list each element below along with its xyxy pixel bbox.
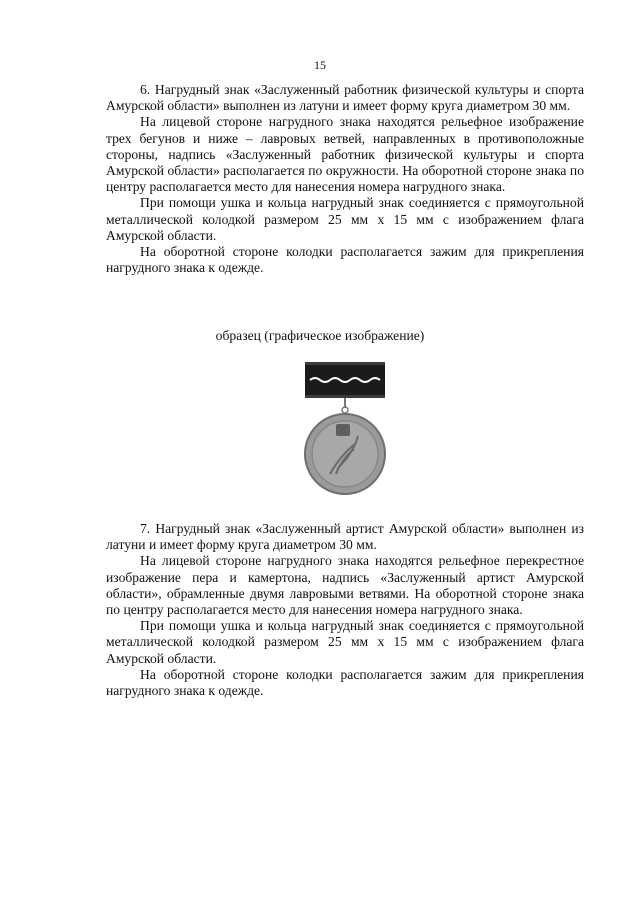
- medal-image: [300, 356, 390, 506]
- section-7-text: [106, 521, 584, 699]
- section-6-text: [106, 82, 584, 276]
- paragraph: 7. Нагрудный знак «Заслуженный артист Амурской области» выполнен из латуни и имеет форму круга диаметром 30 мм.: [106, 521, 584, 553]
- paragraph: 6. Нагрудный знак «Заслуженный работник физической культуры и спорта Амурской области» выполнен из латуни и имеет форму круга диаметром 30 мм.: [106, 82, 584, 114]
- paragraph: На оборотной стороне колодки располагается зажим для прикрепления нагрудного знака к одежде.: [106, 666, 584, 699]
- paragraph: При помощи ушка и кольца нагрудный знак соединяется с прямоугольной металлической колодкой размером 25 мм х 15 мм с изображением флага Амурской области.: [106, 195, 584, 243]
- paragraph: При помощи ушка и кольца нагрудный знак соединяется с прямоугольной металлической колодкой размером 25 мм х 15 мм с изображением флага Амурской области.: [106, 618, 584, 666]
- page-number: 15: [314, 58, 326, 72]
- paragraph: На лицевой стороне нагрудного знака находятся рельефное изображение трех бегунов и ниже – лавровых ветвей, направленных в противоположные стороны, надпись «Заслуженный работник физической культуры и спорта Амурской области» располагается по окружности. На оборотной стороне знака по центру располагается место для нанесения номера нагрудного знака.: [106, 114, 584, 195]
- paragraph: На лицевой стороне нагрудного знака находятся рельефное перекрестное изображение пера и камертона, надпись «Заслуженный артист Амурской области», обрамленные двумя лавровыми ветвями. На оборотной стороне знака по центру располагается место для нанесения номера нагрудного знака.: [106, 553, 584, 618]
- medal-emblem: [336, 424, 350, 436]
- image-caption: образец (графическое изображение): [215, 328, 425, 343]
- paragraph: На оборотной стороне колодки располагается зажим для прикрепления нагрудного знака к одежде.: [106, 244, 584, 276]
- medal-ribbon-bar: [305, 362, 385, 398]
